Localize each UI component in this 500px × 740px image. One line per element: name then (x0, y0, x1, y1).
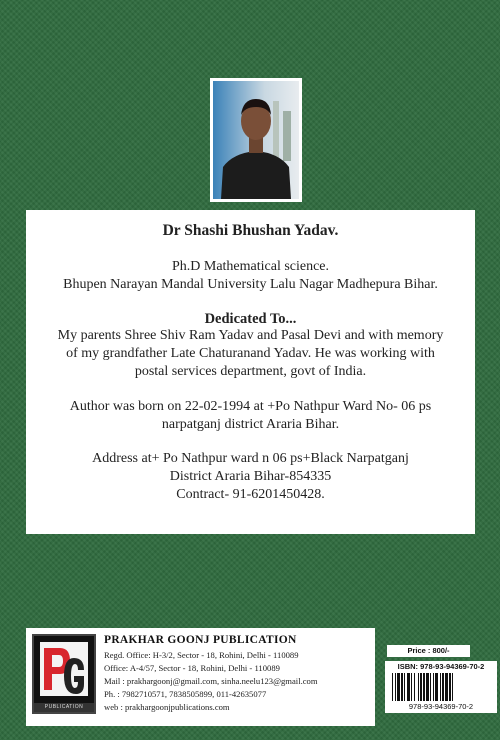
publisher-office: Office: A-4/57, Sector - 18, Rohini, Delhi - 110089 (104, 663, 280, 673)
isbn-label: ISBN: 978-93-94369-70-2 (397, 662, 485, 671)
birth-line: Author was born on 22-02-1994 at +Po Nathpur Ward No- 06 ps (69, 399, 432, 414)
price-tag: Price : 800/- (387, 645, 470, 657)
author-photo (210, 78, 302, 202)
dedication-line: of my grandfather Late Chaturanand Yadav. He was working with (66, 346, 435, 361)
author-degree: Ph.D Mathematical science. (171, 259, 330, 274)
dedication-heading: Dedicated To... (204, 311, 297, 327)
author-university: Bhupen Narayan Mandal University Lalu Nagar Madhepura Bihar. (63, 277, 438, 292)
author-photo-icon (213, 81, 299, 199)
isbn-barcode-box (385, 661, 497, 713)
publisher-name: PRAKHAR GOONJ PUBLICATION (104, 634, 297, 646)
pg-logo-icon (34, 636, 94, 702)
isbn-number: 978-93-94369-70-2 (408, 702, 474, 711)
logo-caption: PUBLICATION (34, 703, 94, 712)
dedication-line: postal services department, govt of India. (134, 364, 367, 379)
author-name: Dr Shashi Bhushan Yadav. (162, 222, 339, 239)
publisher-phone: Ph. : 7982710571, 7838505899, 011-42635077 (104, 689, 267, 699)
birth-line: narpatganj district Araria Bihar. (161, 417, 340, 432)
publisher-panel (26, 628, 375, 726)
address-line: Contract- 91-6201450428. (176, 487, 325, 502)
address-line: Address at+ Po Nathpur ward n 06 ps+Black Narpatganj (92, 451, 409, 466)
dedication-line: My parents Shree Shiv Ram Yadav and Pasal Devi and with memory (57, 328, 444, 343)
publisher-web: web : prakhargoonjpublications.com (104, 702, 230, 712)
publisher-regd-office: Regd. Office: H-3/2, Sector - 18, Rohini, Delhi - 110089 (104, 650, 299, 660)
address-line: District Araria Bihar-854335 (169, 469, 332, 484)
publisher-mail: Mail : prakhargoonj@gmail.com, sinha.neelu123@gmail.com (104, 676, 318, 686)
barcode-icon (391, 673, 491, 701)
author-bio-panel (26, 210, 475, 534)
publisher-logo (32, 634, 96, 714)
